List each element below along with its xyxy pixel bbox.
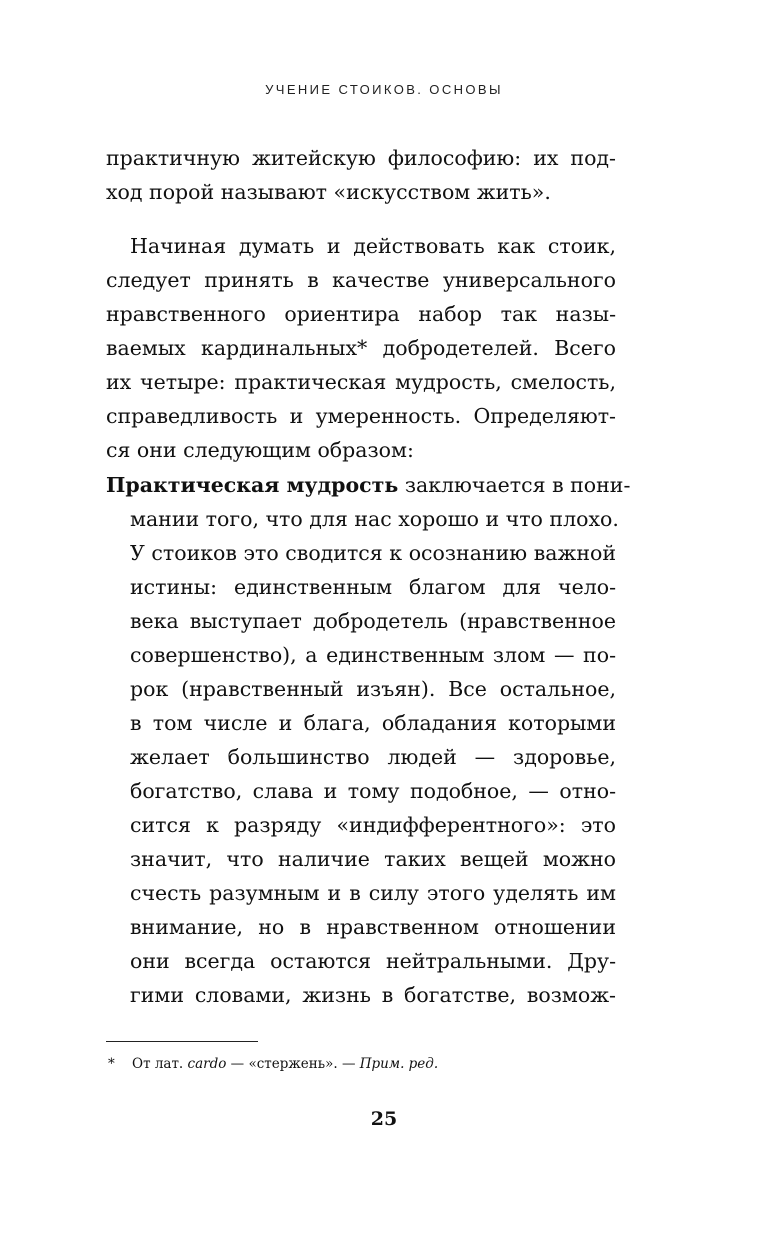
- text-line: совершенство), а единственным злом — по-: [130, 643, 616, 667]
- text-line: желает большинство людей — здоровье,: [130, 745, 616, 769]
- text-line: рок (нравственный изъян). Все остальное,: [130, 677, 616, 701]
- paragraph-2: [106, 229, 616, 467]
- text-line: богатство, слава и тому подобное, — отно-: [130, 779, 616, 803]
- text-line: счесть разумным и в силу этого уделять им: [130, 881, 616, 905]
- text-line: они всегда остаются нейтральными. Дру-: [130, 949, 616, 973]
- definition-term: Практическая мудрость: [106, 473, 399, 497]
- text-line: в том числе и блага, обладания которыми: [130, 711, 616, 735]
- text-line: века выступает добродетель (нравственное: [130, 609, 616, 633]
- running-head: УЧЕНИЕ СТОИКОВ. ОСНОВЫ: [265, 82, 503, 97]
- text-line: ход порой называют «искусством жить».: [106, 180, 551, 204]
- page-number: 25: [370, 1108, 398, 1130]
- text-line: Начиная думать и действовать как стоик,: [130, 234, 616, 258]
- text-line: истины: единственным благом для чело-: [130, 575, 616, 599]
- text-line: практичную житейскую философию: их под-: [106, 146, 616, 170]
- text-line: значит, что наличие таких вещей можно: [130, 847, 616, 871]
- text-line: их четыре: практическая мудрость, смелость,: [106, 370, 616, 394]
- text-line: сится к разряду «индифферентного»: это: [130, 813, 616, 837]
- definition-practical-wisdom: [106, 468, 631, 1012]
- text-line: У стоиков это сводится к осознанию важной: [130, 541, 616, 565]
- definition-text: заключается в пони-: [398, 473, 631, 497]
- text-line: справедливость и умеренность. Определяют-: [106, 404, 616, 428]
- footnote-prefix: От лат.: [132, 1056, 188, 1072]
- footnote-middle: — «стержень». —: [226, 1056, 360, 1072]
- text-line: ся они следующим образом:: [106, 438, 414, 462]
- text-line: следует принять в качестве универсального: [106, 268, 616, 292]
- footnote: [108, 1054, 439, 1074]
- footnote-editor-note: Прим. ред.: [359, 1056, 439, 1072]
- text-line: внимание, но в нравственном отношении: [130, 915, 616, 939]
- footnote-divider: [106, 1041, 258, 1042]
- text-line: мании того, что для нас хорошо и что плохо.: [130, 507, 619, 531]
- text-line: нравственного ориентира набор так назы-: [106, 302, 616, 326]
- footnote-mark: *: [108, 1056, 115, 1072]
- text-line: гими словами, жизнь в богатстве, возмож-: [130, 983, 616, 1007]
- definition-first-line: [106, 468, 631, 502]
- text-line: ваемых кардинальных* добродетелей. Всего: [106, 336, 616, 360]
- paragraph-1: [106, 141, 616, 209]
- footnote-term: cardo: [187, 1056, 227, 1072]
